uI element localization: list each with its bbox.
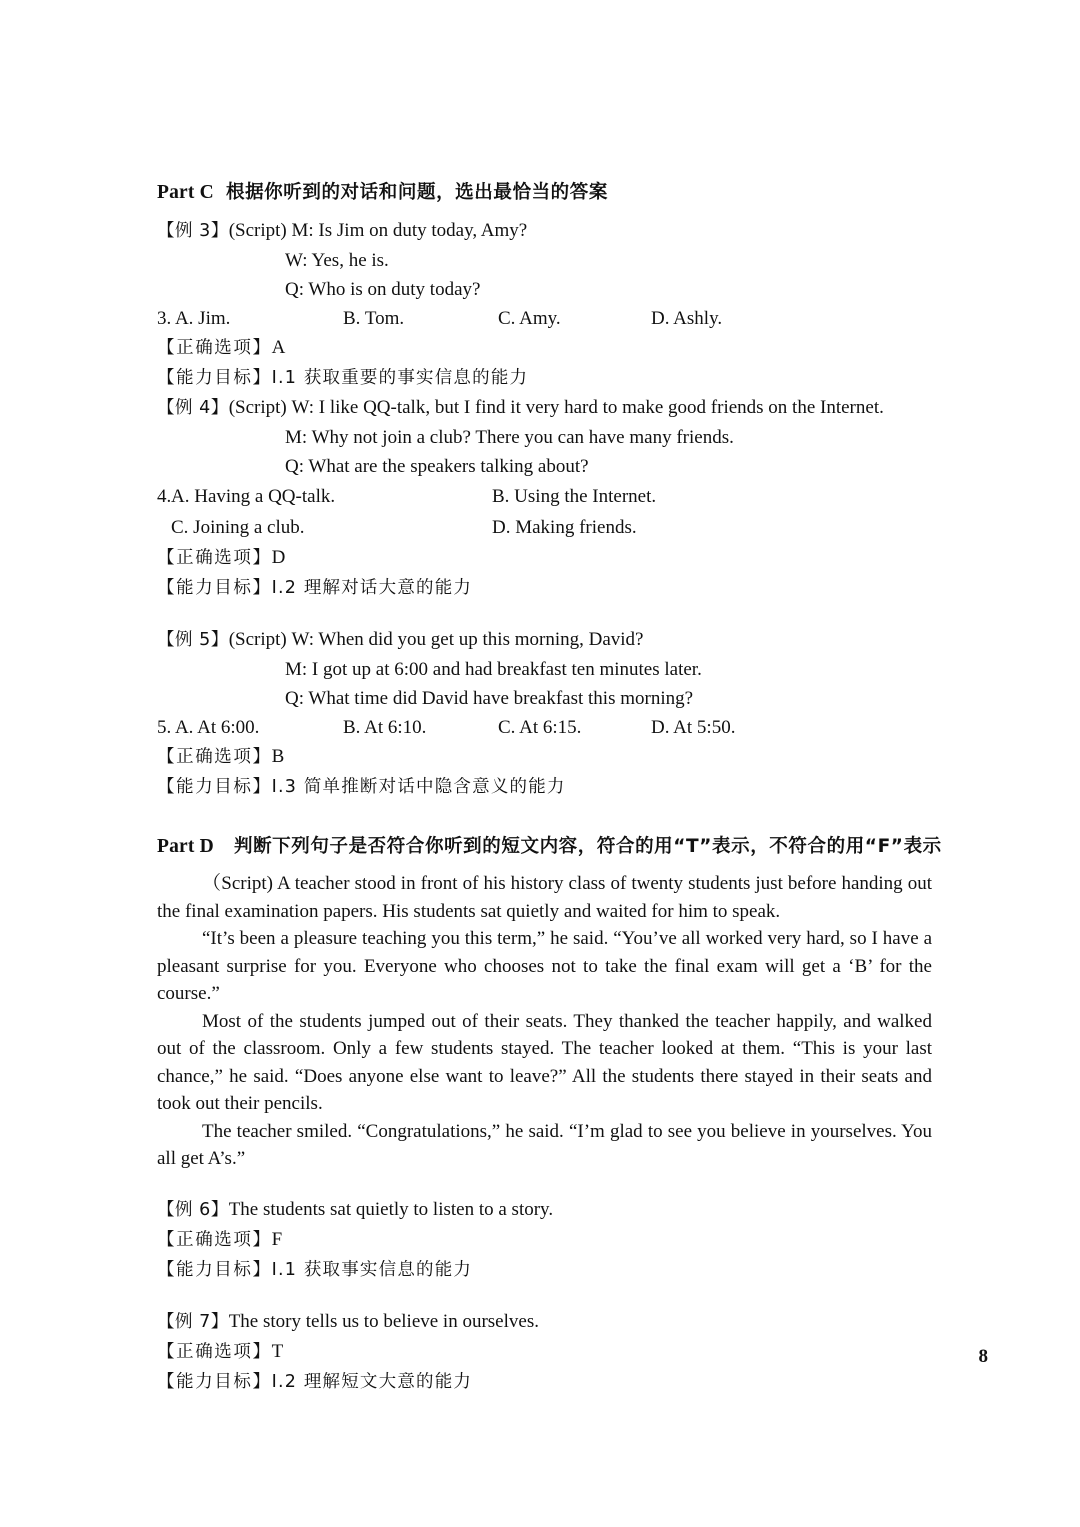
question-3-option-d[interactable]: D. Ashly. [651, 308, 723, 329]
objective-value: I.1 获取重要的事实信息的能力 [271, 368, 529, 388]
question-4-objective [157, 573, 932, 603]
answer-value: B [271, 746, 285, 767]
example-3-dialogue-m: M: Is Jim on duty today, Amy? [291, 220, 528, 241]
example-3-script-line-1 [157, 216, 932, 246]
part-d-label: Part D [157, 836, 214, 857]
example-5-script-line-3: Q: What time did David have breakfast this morning? [285, 688, 694, 709]
answer-label: 【正确选项】 [157, 338, 272, 358]
part-c-heading [157, 178, 932, 208]
passage-paragraph-3: Most of the students jumped out of their seats. They thanked the teacher happily, and walked out of the classroom. Only a few students stayed. The teacher looked at them. “This is your last chance,” he said. “Does anyone else want to leave?” All the students there stayed in their seats and took out their pencils. [157, 1010, 932, 1114]
objective-value: I.1 获取事实信息的能力 [271, 1259, 473, 1280]
answer-label: 【正确选项】 [157, 548, 272, 568]
objective-value: I.2 理解对话大意的能力 [271, 578, 473, 598]
passage-paragraph-1: （Script) A teacher stood in front of his history class of twenty students just before handing out the final examination papers. His students sat quietly and waited for him to speak. [157, 873, 932, 922]
question-4-option-c[interactable]: C. Joining a club. [171, 517, 305, 538]
question-5-option-d[interactable]: D. At 5:50. [651, 717, 736, 738]
example-5-script-line-2: M: I got up at 6:00 and had breakfast ten minutes later. [285, 659, 702, 680]
example-7-objective [157, 1367, 932, 1397]
objective-label: 【能力目标】 [157, 1371, 272, 1392]
question-5-number-and-option-a[interactable]: 5. A. At 6:00. [157, 717, 260, 738]
example-5-dialogue-w: W: When did you get up this morning, David? [291, 629, 644, 650]
example-6-tag: 【例 6】 [157, 1199, 229, 1220]
example-4-script-line-2: M: Why not join a club? There you can have many friends. [285, 427, 734, 448]
question-5-objective [157, 772, 932, 802]
example-3-script-line-3: Q: Who is on duty today? [285, 279, 481, 300]
question-3-answer [157, 333, 932, 363]
example-5-script-label: (Script) [228, 629, 287, 650]
question-5-option-c[interactable]: C. At 6:15. [498, 717, 582, 738]
question-3-number-and-option-a[interactable]: 3. A. Jim. [157, 308, 231, 329]
question-5-option-b[interactable]: B. At 6:10. [343, 717, 427, 738]
example-4-script-line-1 [157, 393, 932, 423]
part-d-heading [157, 832, 942, 862]
objective-label: 【能力目标】 [157, 1259, 272, 1280]
answer-value: F [271, 1228, 283, 1250]
example-6-text: The students sat quietly to listen to a story. [228, 1198, 554, 1220]
answer-label: 【正确选项】 [157, 747, 272, 767]
passage-paragraph-2: “It’s been a pleasure teaching you this term,” he said. “You’ve all worked very hard, so I have a pleasant surprise for you. Everyone who chooses not to take the final exam will get a ‘B’ for the course.” [157, 928, 932, 1004]
question-5-answer [157, 742, 932, 772]
question-3-options [157, 304, 932, 333]
objective-label: 【能力目标】 [157, 578, 272, 598]
example-3-tag: 【例 3】 [157, 221, 229, 241]
example-4-dialogue-w: W: I like QQ-talk, but I find it very hard to make good friends on the Internet. [291, 397, 884, 418]
question-4-option-a[interactable]: A. Having a QQ-talk. [171, 486, 336, 507]
example-7-statement [157, 1307, 932, 1337]
question-4-option-b[interactable]: B. Using the Internet. [492, 486, 657, 507]
question-4-option-d[interactable]: D. Making friends. [492, 517, 637, 538]
example-6-objective [157, 1255, 932, 1285]
page-number: 8 [978, 1346, 988, 1367]
example-6-statement [157, 1195, 932, 1225]
answer-label: 【正确选项】 [157, 1229, 272, 1250]
example-5-script-line-1 [157, 625, 932, 655]
example-4-script-label: (Script) [228, 397, 287, 418]
example-7-text: The story tells us to believe in ourselves. [228, 1310, 539, 1332]
objective-label: 【能力目标】 [157, 777, 272, 797]
page-content [157, 178, 942, 1397]
example-7-answer [157, 1337, 932, 1367]
example-4-script-line-3: Q: What are the speakers talking about? [285, 456, 589, 477]
answer-value: A [271, 337, 286, 358]
part-d-title: 判断下列句子是否符合你听到的短文内容，符合的用“T”表示，不符合的用“F”表示 [233, 836, 942, 857]
objective-value: I.3 简单推断对话中隐含意义的能力 [271, 777, 566, 797]
answer-label: 【正确选项】 [157, 1341, 272, 1362]
example-6-answer [157, 1225, 932, 1255]
question-3-option-b[interactable]: B. Tom. [343, 308, 405, 329]
part-c-label: Part C [157, 182, 214, 203]
objective-value: I.2 理解短文大意的能力 [271, 1371, 473, 1392]
answer-value: T [271, 1340, 284, 1362]
example-4-tag: 【例 4】 [157, 398, 229, 418]
example-3-script-line-2: W: Yes, he is. [285, 250, 389, 271]
example-7-tag: 【例 7】 [157, 1311, 229, 1332]
part-c-title: 根据你听到的对话和问题，选出最恰当的答案 [225, 182, 608, 203]
question-5-options [157, 713, 932, 742]
example-5-tag: 【例 5】 [157, 630, 229, 650]
question-4-options-row-1 [157, 481, 932, 512]
objective-label: 【能力目标】 [157, 368, 272, 388]
example-3-script-label: (Script) [228, 220, 287, 241]
question-3-objective [157, 363, 932, 393]
answer-value: D [271, 547, 286, 568]
passage-paragraph-4: The teacher smiled. “Congratulations,” he said. “I’m glad to see you believe in yourselves. You all get A’s.” [157, 1120, 932, 1169]
question-3-option-c[interactable]: C. Amy. [498, 308, 561, 329]
question-4-options-row-2 [157, 512, 932, 543]
question-4-number: 4. [157, 486, 172, 507]
question-4-answer [157, 543, 932, 573]
